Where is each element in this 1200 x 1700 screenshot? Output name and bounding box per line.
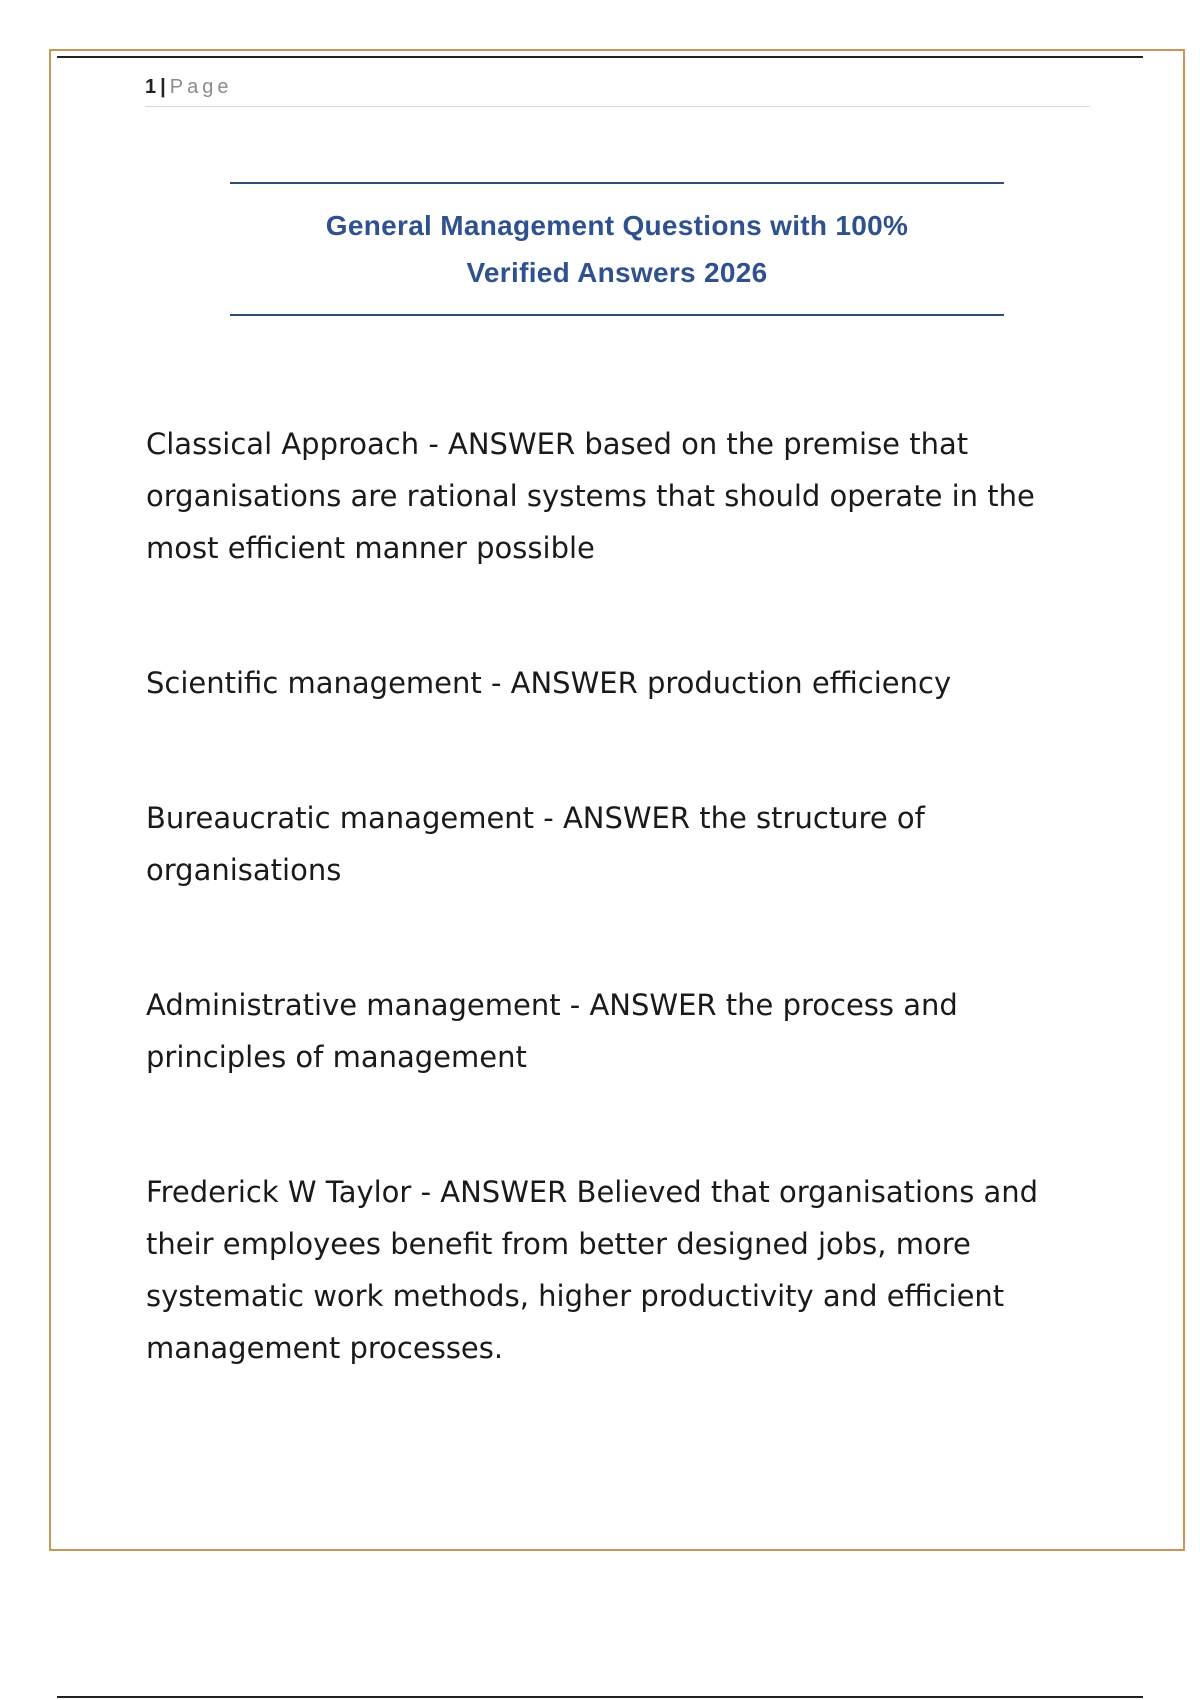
- entry-frederick-taylor: Frederick W Taylor - ANSWER Believed that organisations and their employees benefit from better designed jobs, more systematic work methods, higher productivity and efficient management processes.: [146, 1175, 1039, 1365]
- page-header: [145, 74, 1090, 107]
- title-line-2: Verified Answers 2026: [466, 257, 768, 288]
- page-separator: |: [160, 76, 166, 98]
- content: [146, 418, 1076, 1457]
- page-number: 1: [145, 76, 157, 98]
- entry-classical-approach: Classical Approach - ANSWER based on the premise that organisations are rational systems that should operate in the most efficient manner possible: [146, 427, 1035, 565]
- entry-bureaucratic-management: Bureaucratic management - ANSWER the structure of organisations: [146, 801, 925, 887]
- document-title: [326, 202, 908, 296]
- title-line-1: General Management Questions with 100%: [325, 210, 909, 241]
- entry-scientific-management: Scientific management - ANSWER production efficiency: [146, 666, 952, 700]
- title-box: [230, 182, 1004, 316]
- page-label: Page: [169, 76, 233, 98]
- entry-administrative-management: Administrative management - ANSWER the process and principles of management: [146, 988, 958, 1074]
- bottom-rule: [57, 1696, 1143, 1698]
